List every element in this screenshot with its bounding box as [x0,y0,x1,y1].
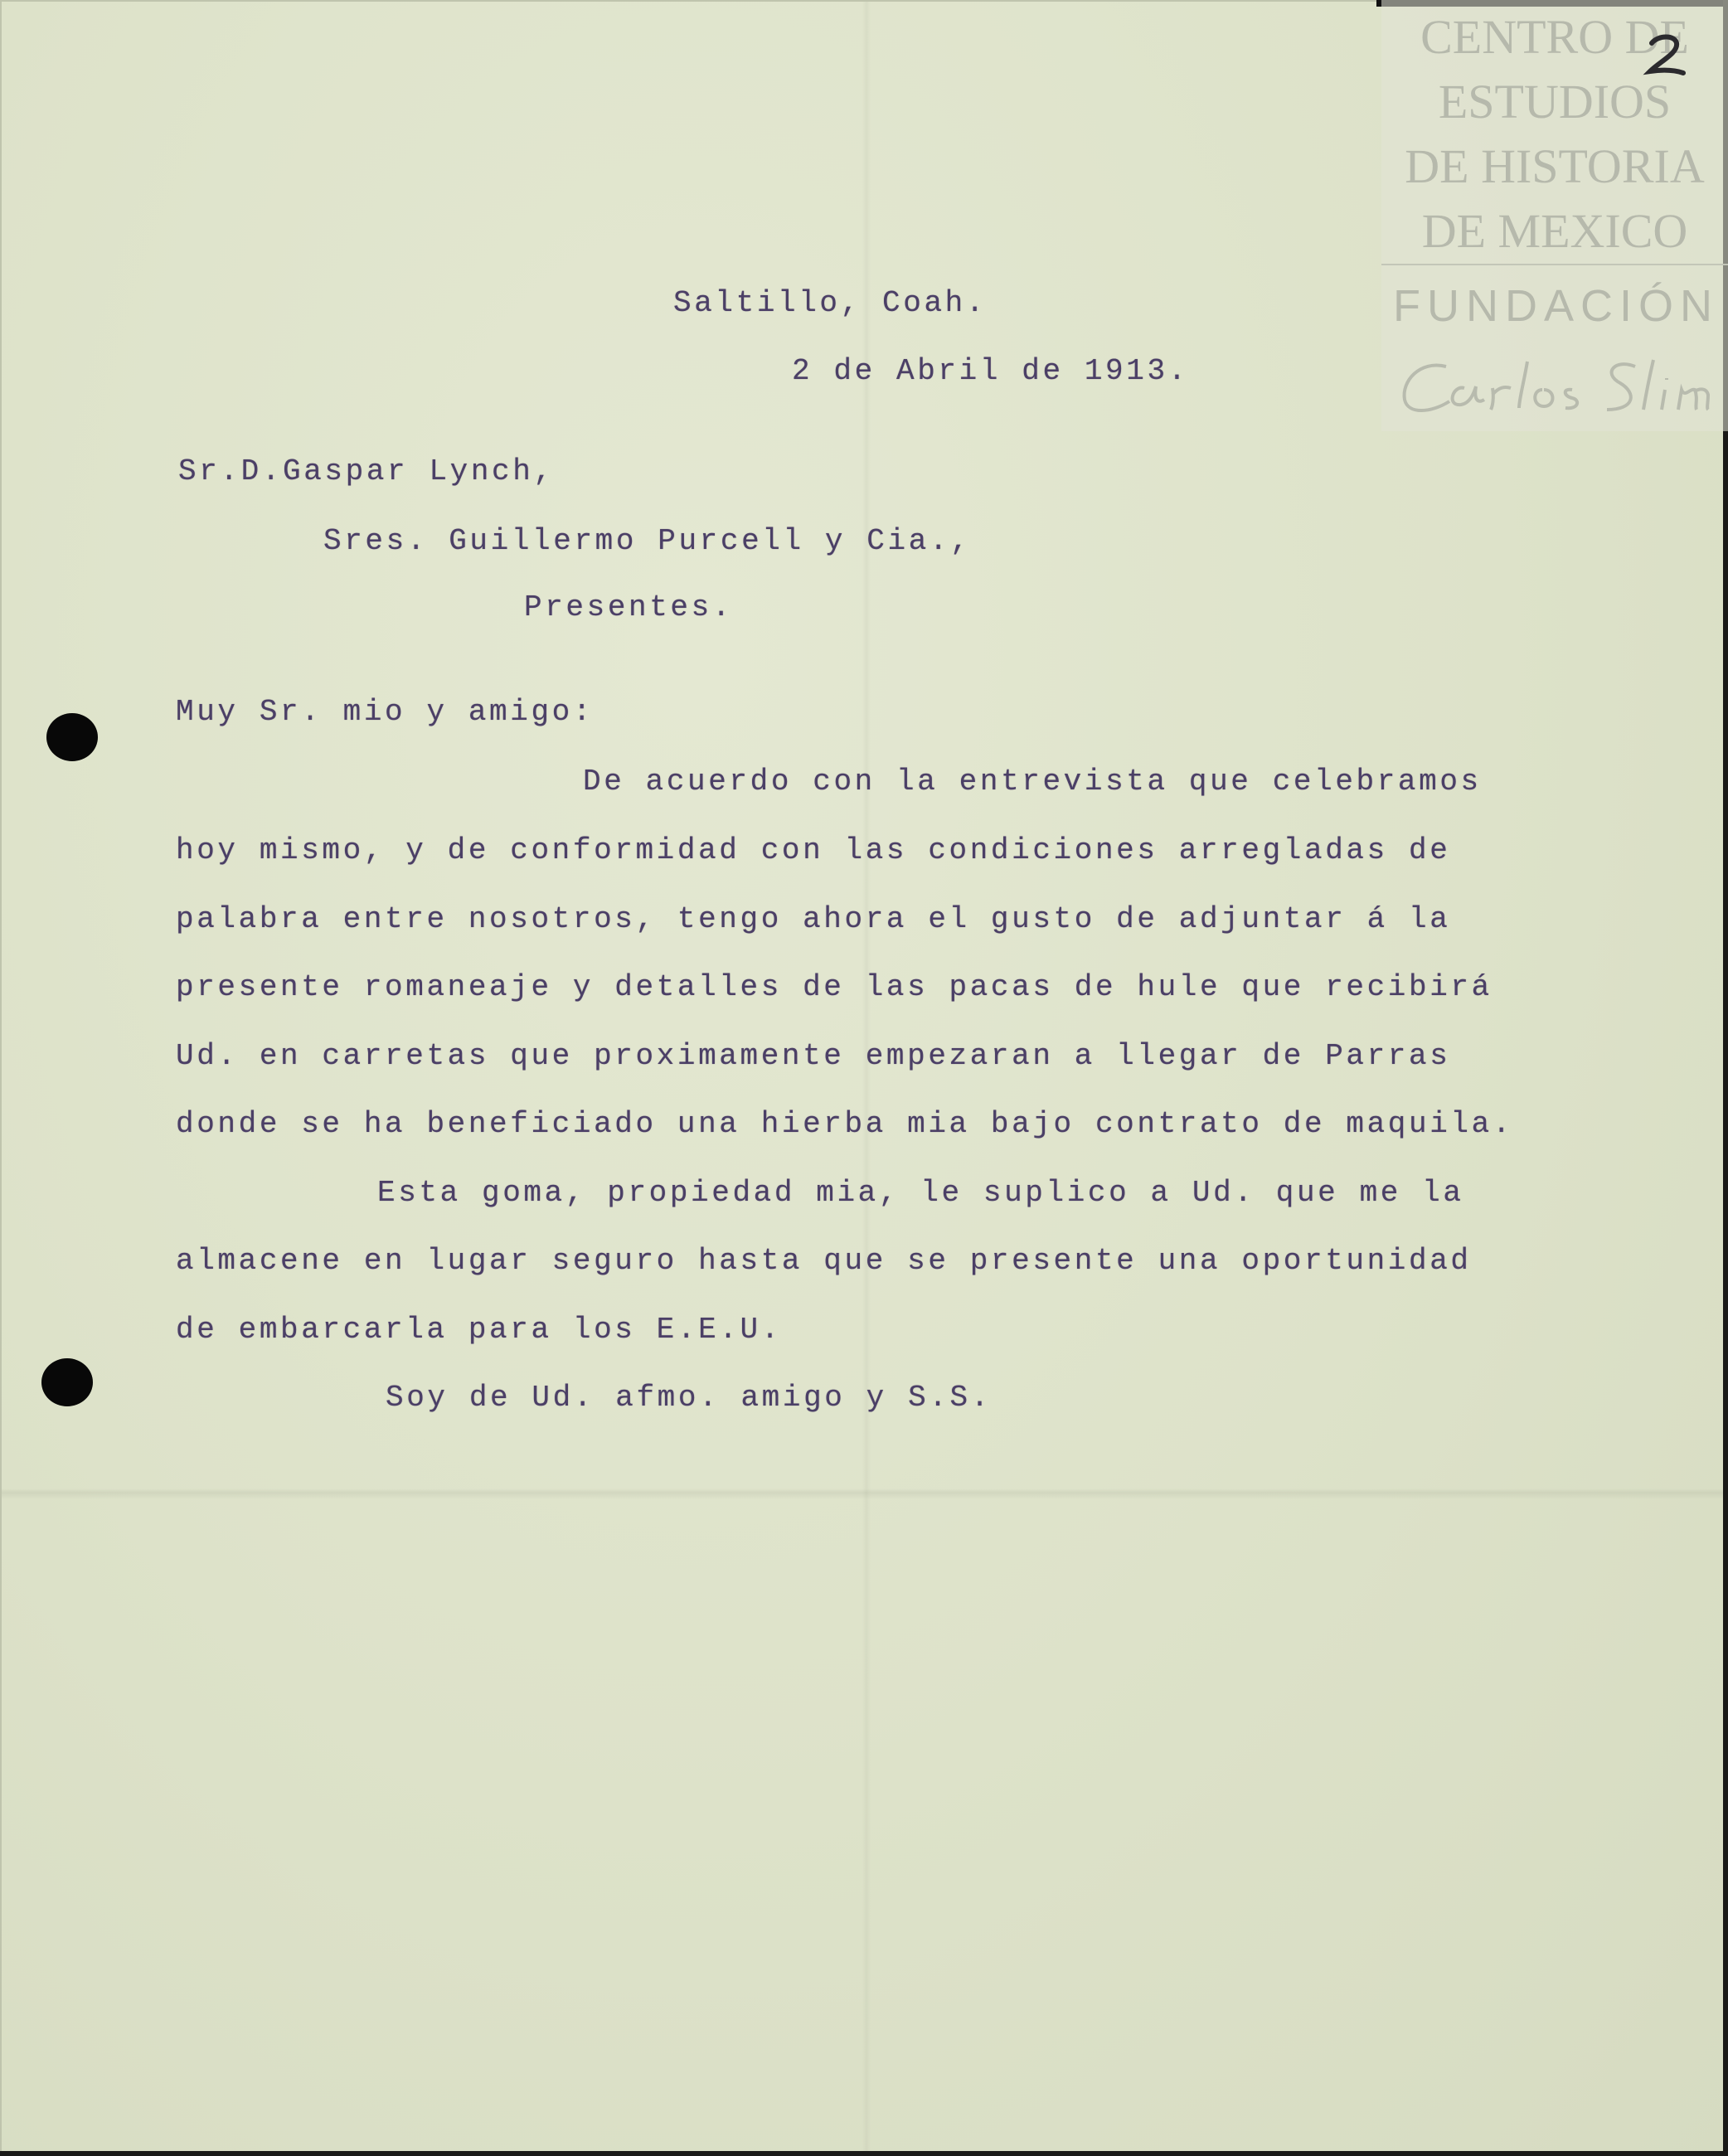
watermark-line-2: ESTUDIOS [1438,75,1672,129]
body-line: hoy mismo, y de conformidad con las condiciones arregladas de [176,833,1451,867]
watermark-line-3: DE HISTORIA [1405,139,1705,193]
letter-place: Saltillo, Coah. [673,286,988,320]
letter-date: 2 de Abril de 1913. [792,354,1189,388]
watermark-line-1: CENTRO DE [1420,10,1689,64]
body-line: donde se ha beneficiado una hierba mia bajo contrato de maquila. [176,1107,1514,1141]
body-line: almacene en lugar seguro hasta que se presente una oportunidad [176,1244,1472,1278]
watermark-fundacion: FUNDACIÓN [1393,281,1719,331]
signature-logo [1395,348,1726,423]
body-line: palabra entre nosotros, tengo ahora el gusto de adjuntar á la [176,902,1451,936]
punch-hole-upper [46,713,98,761]
body-line: de embarcarla para los E.E.U. [176,1313,782,1347]
handwritten-page-number [1640,30,1690,80]
scan-border-bottom [0,2151,1728,2156]
watermark-divider [1381,264,1728,265]
body-line: De acuerdo con la entrevista que celebramos [583,765,1482,799]
body-line: Ud. en carretas que proximamente empezaran a llegar de Parras [176,1039,1451,1073]
recipient-name: Sr.D.Gaspar Lynch, [178,454,555,488]
recipient-company: Sres. Guillermo Purcell y Cia., [323,524,972,558]
body-line: presente romaneaje y detalles de las pacas de hule que recibirá [176,970,1493,1004]
closing: Soy de Ud. afmo. amigo y S.S. [386,1381,992,1415]
punch-hole-lower [41,1358,93,1406]
watermark-line-4: DE MEXICO [1421,204,1688,258]
salutation: Muy Sr. mio y amigo: [176,695,595,729]
recipient-presentes: Presentes. [524,590,734,624]
body-line: Esta goma, propiedad mia, le suplico a Ud. que me la [377,1176,1464,1210]
